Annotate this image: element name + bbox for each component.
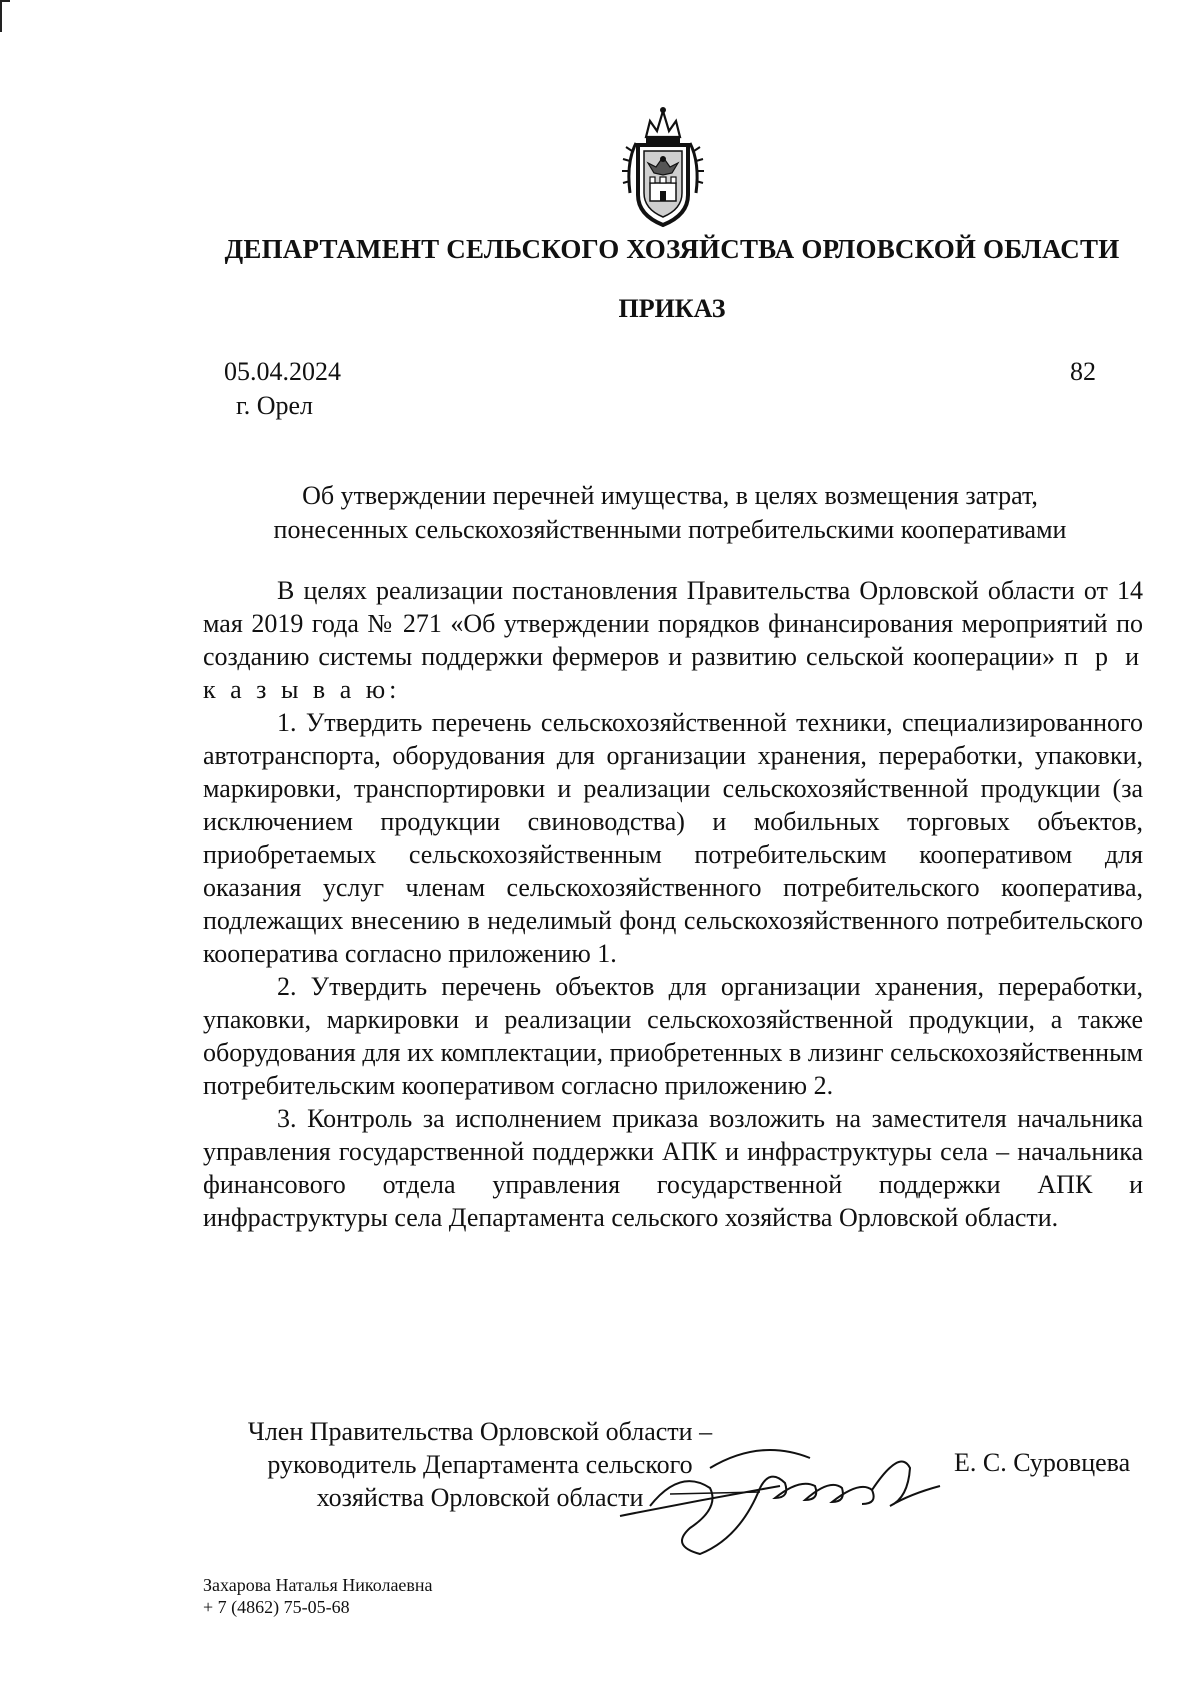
executor-name: Захарова Наталья Николаевна: [203, 1575, 433, 1595]
signatory-name: Е. С. Суровцева: [954, 1448, 1131, 1477]
order-body: [203, 574, 1143, 1234]
department-title: ДЕПАРТАМЕНТ СЕЛЬСКОГО ХОЗЯЙСТВА ОРЛОВСКОЙ ОБЛАСТИ: [224, 234, 1120, 264]
order-item-3: 3. Контроль за исполнением приказа возложить на заместителя начальника управления государственной поддержки АПК и инфраструктуры села – начальника финансового отдела управления государственной поддержки АПК и инфраструктуры села Департамента сельского хозяйства Орловской области.: [203, 1104, 1143, 1232]
preamble-text: В целях реализации постановления Правительства Орловской области от 14 мая 2019 года № 271 «Об утверждении порядков финансирования мероприятий по созданию системы поддержки фермеров и развитию сельской кооперации»: [203, 576, 1143, 671]
position-line-2: руководитель Департамента сельского: [267, 1450, 693, 1479]
order-number: 82: [1070, 357, 1096, 386]
preamble-paragraph: [203, 574, 1143, 706]
subject-line-2: понесенных сельскохозяйственными потребительскими кооперативами: [273, 515, 1067, 544]
executor-phone: + 7 (4862) 75-05-68: [203, 1597, 350, 1617]
scan-corner-mark: [0, 0, 10, 32]
order-item-2: 2. Утвердить перечень объектов для организации хранения, переработки, упаковки, маркировки и реализации сельскохозяйственной продукции, а также оборудования для их комплектации, приобретенных в лизинг сельскохозяйственным потребительским кооперативом согласно приложению 2.: [203, 972, 1143, 1100]
order-date: 05.04.2024: [224, 357, 341, 386]
order-word: п р и к а з ы в а ю:: [203, 642, 1143, 704]
order-item-1: 1. Утвердить перечень сельскохозяйственной техники, специализированного автотранспорта, оборудования для организации хранения, переработки, упаковки, маркировки, транспортировки и реализации сельскохозяйственной продукции (за исключением продукции свиноводства) и мобильных торговых объектов, приобретаемых сельскохозяйственным потребительским кооперативом для оказания услуг членам сельскохозяйственного потребительского кооператива, подлежащих внесению в неделимый фонд сельскохозяйственного потребительского кооператива согласно приложению 1.: [203, 708, 1143, 968]
position-line-1: Член Правительства Орловской области –: [247, 1417, 713, 1446]
coat-of-arms-icon: [620, 103, 706, 231]
document-type-title: ПРИКАЗ: [618, 294, 726, 323]
handwritten-signature-icon: [610, 1428, 950, 1558]
order-city: г. Орел: [236, 391, 314, 420]
position-line-3: хозяйства Орловской области: [316, 1483, 644, 1512]
order-subject: [200, 479, 1140, 547]
executor-info: [203, 1574, 433, 1618]
subject-line-1: Об утверждении перечней имущества, в целях возмещения затрат,: [302, 481, 1038, 510]
